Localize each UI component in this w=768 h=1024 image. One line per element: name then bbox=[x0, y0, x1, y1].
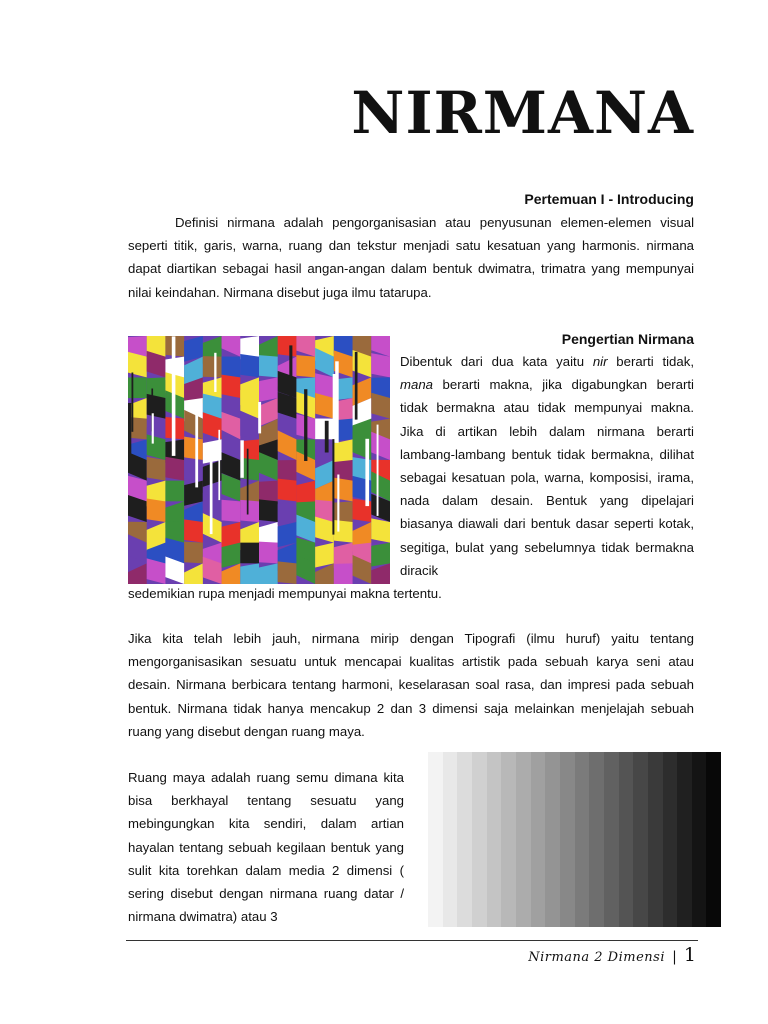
gradient-band bbox=[619, 752, 634, 927]
gradient-band bbox=[706, 752, 721, 927]
gradient-band bbox=[443, 752, 458, 927]
page-number: 1 bbox=[683, 944, 696, 966]
ruang-maya-paragraph bbox=[128, 766, 404, 928]
footer-title: Nirmana 2 Dimensi bbox=[528, 950, 665, 965]
term-mana: mana bbox=[400, 377, 433, 393]
gradient-band bbox=[487, 752, 502, 927]
gradient-band bbox=[516, 752, 531, 927]
gradient-band bbox=[531, 752, 546, 927]
gradient-band bbox=[575, 752, 590, 927]
ruang-maya-text: Ruang maya adalah ruang semu dimana kita bisa berkhayal tentang sesuatu yang mebingungkan kita sendiri, dalam artian hayalan tentang sebuah kegilaan bentuk yang sulit kita torehkan dalam media 2 dimensi ( sering disebut dengan nirmana ruang datar / nirmana dwimatra) atau 3 bbox=[128, 770, 404, 925]
gradient-band bbox=[457, 752, 472, 927]
gradient-band bbox=[663, 752, 678, 927]
abstract-geometric-artwork bbox=[128, 336, 390, 584]
gradient-band bbox=[501, 752, 516, 927]
page-footer bbox=[528, 944, 696, 966]
gradient-band bbox=[545, 752, 560, 927]
gradient-band bbox=[589, 752, 604, 927]
gradient-band bbox=[692, 752, 707, 927]
footer-separator: | bbox=[672, 949, 677, 965]
pengertian-paragraph bbox=[400, 350, 694, 582]
intro-paragraph: Definisi nirmana adalah pengorganisasian atau penyusunan elemen-elemen visual seperti titik, garis, warna, ruang dan tekstur menjadi satu kesatuan yang harmonis. nirmana dapat diartikan sebagai hasil angan-angan dalam bentuk dwimatra, trimatra yang mempunyai nilai keindahan. Nirmana disebut juga ilmu tatarupa. bbox=[128, 215, 694, 300]
pengertian-text-mid: berarti tidak, bbox=[607, 354, 694, 369]
gradient-band bbox=[472, 752, 487, 927]
gradient-band bbox=[633, 752, 648, 927]
page-title: NIRMANA bbox=[351, 79, 694, 147]
gradient-band bbox=[428, 752, 443, 927]
section-heading-pengertian: Pengertian Nirmana bbox=[561, 331, 694, 347]
term-nir: nir bbox=[592, 354, 608, 369]
gradient-band bbox=[677, 752, 692, 927]
gradient-band bbox=[560, 752, 575, 927]
footer-divider bbox=[126, 940, 698, 941]
grayscale-gradient-strip bbox=[428, 752, 721, 927]
pengertian-text-start: Dibentuk dari dua kata yaitu bbox=[400, 354, 593, 369]
pengertian-text-rest: berarti makna, jika digabungkan berarti tidak bermakna atau tidak mempunyai makna. Jika di artikan lebih dalam nirmana berarti lambang-lambang bentuk tidak bermakna, dilihat sebagai kesatuan pola, warna, komposisi, irama, nada dalam desain. Bentuk yang dipelajari biasanya diawali dari bentuk dasar seperti kotak, segitiga, bulat yang sebelumnya tidak bermakna diracik bbox=[400, 377, 694, 578]
gradient-band bbox=[648, 752, 663, 927]
pengertian-paragraph-tail: sedemikian rupa menjadi mempunyai makna tertentu. bbox=[128, 586, 442, 601]
section-heading-introducing: Pertemuan I - Introducing bbox=[524, 191, 694, 207]
tipografi-paragraph: Jika kita telah lebih jauh, nirmana mirip dengan Tipografi (ilmu huruf) yaitu tentang mengorganisasikan sesuatu untuk mencapai kualitas artistik pada sebuah karya seni atau desain. Nirmana berbicara tentang harmoni, keselarasan soal rasa, dan impresi pada sebuah bentuk. Nirmana tidak hanya mencakup 2 dan 3 dimensi saja melainkan menjelajah sebuah ruang yang disebut dengan ruang maya. bbox=[128, 631, 694, 739]
gradient-band bbox=[604, 752, 619, 927]
